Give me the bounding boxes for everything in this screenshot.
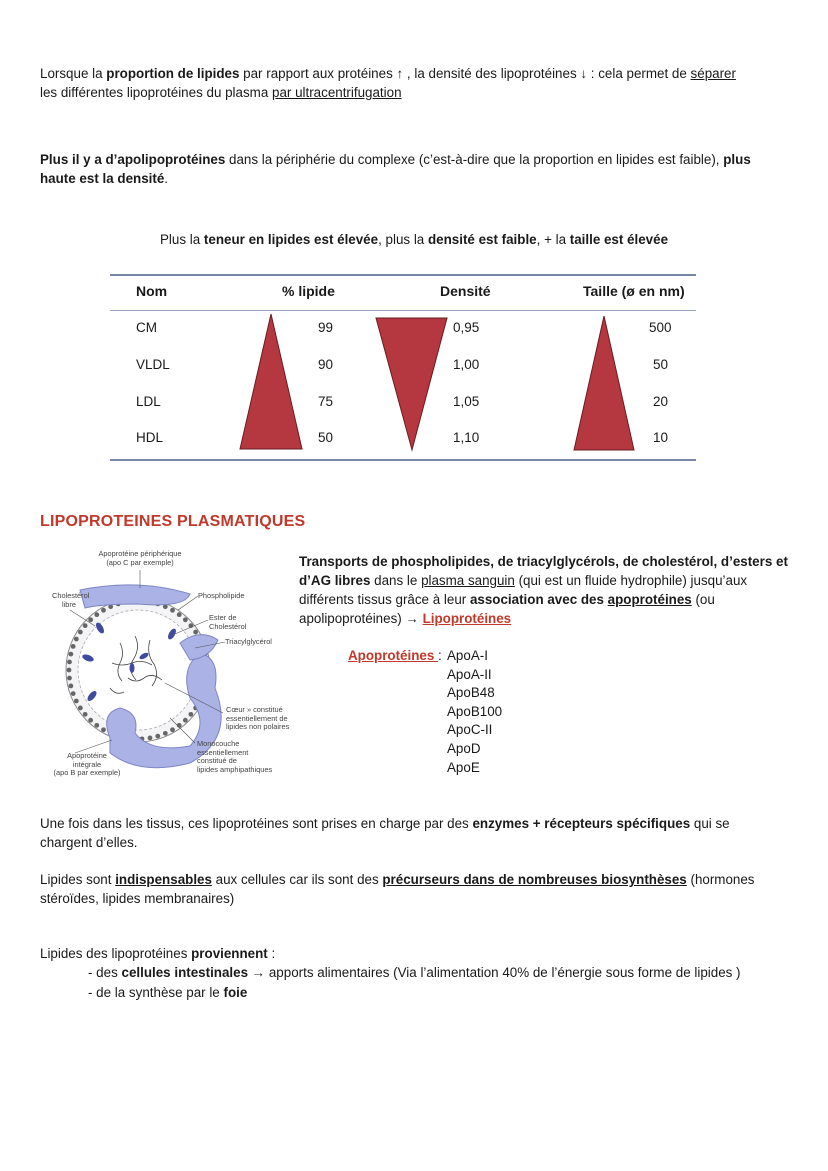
label-cholesterol-libre: Cholestérol libre (52, 591, 90, 609)
phospholipid-head (71, 691, 76, 696)
bold-text: teneur en lipides est élevée (203, 232, 379, 247)
label-phospholipide: Phospholipide (198, 591, 245, 600)
text: (hormones (686, 872, 755, 887)
intro-paragraph (40, 64, 800, 102)
bold-text: enzymes + récepteurs spécifiques (472, 816, 691, 831)
text: : (438, 648, 442, 663)
lipides-paragraph (40, 870, 800, 908)
text: dans le (370, 573, 422, 588)
cell-taille: 10 (653, 430, 669, 445)
cell-densite: 1,05 (453, 394, 480, 409)
text: , la densité des lipoprotéines (403, 66, 581, 81)
phospholipid-head (101, 727, 106, 732)
provenance-paragraph (40, 944, 800, 963)
cell-nom: LDL (136, 394, 161, 409)
cell-taille: 20 (653, 394, 669, 409)
text: qui se (690, 816, 730, 831)
cell-taille: 500 (649, 320, 672, 335)
phospholipid-head (183, 718, 188, 723)
text: - des (88, 965, 122, 980)
phospholipid-head (148, 736, 153, 741)
phospholipid-head (188, 712, 193, 717)
phospholipid-head (155, 734, 160, 739)
bold-underlined-text: précurseurs dans de nombreuses biosynthèses (382, 872, 687, 887)
phospholipid-head (94, 723, 99, 728)
phospholipid-head (67, 660, 72, 665)
text: dans la périphérie du complexe (c’est-à-dire que la proportion en lipides est faible), (225, 152, 724, 167)
label-apo-integrale: Apoprotéine intégrale (apo B par exemple) (53, 751, 121, 777)
lipoprotein-table (110, 274, 696, 462)
text: les différentes lipoprotéines du plasma (40, 85, 272, 100)
label-apo-peripherique: Apoprotéine périphérique (apo C par exemple) (98, 549, 182, 567)
phospholipid-head (67, 676, 72, 681)
text: Une fois dans les tissus, ces lipoprotéines sont prises en charge par des (40, 816, 473, 831)
text: apolipoprotéines) → (299, 611, 423, 626)
cell-densite: 1,00 (453, 357, 480, 372)
cell-nom: HDL (136, 430, 164, 445)
tissue-paragraph (40, 814, 800, 852)
text: , + la (536, 232, 570, 247)
bold-text: haute est la densité (40, 171, 165, 186)
densite-decrease-triangle (376, 318, 447, 450)
list-item: ApoB100 (447, 703, 503, 719)
bold-underlined-text: indispensables (115, 872, 212, 887)
text: par rapport aux protéines (239, 66, 397, 81)
phospholipid-head (193, 630, 198, 635)
header-lipide: % lipide (282, 283, 335, 299)
apoproteines-list (447, 646, 502, 776)
list-item: ApoC-II (447, 722, 493, 738)
apoproteines-label (348, 646, 442, 665)
apoproteines-term: Apoprotéines (348, 648, 439, 663)
phospholipid-head (74, 637, 79, 642)
trend-triangles (110, 274, 696, 462)
header-taille: Taille (ø en nm) (583, 283, 685, 299)
transport-paragraph (299, 552, 799, 628)
phospholipid-head (88, 718, 93, 723)
cell-lipide: 75 (318, 394, 334, 409)
cell-nom: VLDL (136, 357, 170, 372)
text: : cela permet de (587, 66, 691, 81)
arrow-up-icon: ↑ (396, 66, 404, 81)
phospholipid-head (88, 617, 93, 622)
bold-text: proportion de lipides (106, 66, 240, 81)
phospholipid-head (170, 608, 175, 613)
underlined-text: plasma sanguin (421, 573, 515, 588)
lipoprotein-diagram (40, 548, 290, 784)
list-item: ApoA-I (447, 648, 488, 663)
provenance-item (88, 983, 808, 1002)
cell-densite: 1,10 (453, 430, 480, 445)
phospholipid-head (68, 684, 73, 689)
bold-text: densité est faible (427, 232, 537, 247)
text: aux cellules car ils sont des (211, 872, 383, 887)
lipide-increase-triangle (240, 314, 302, 449)
underlined-text: séparer (690, 66, 736, 81)
phospholipid-head (71, 644, 76, 649)
label-coeur: Cœur » constitué essentiellement de lipides non polaires (226, 705, 290, 731)
cell-nom: CM (136, 320, 157, 335)
label-monocouche: Monocouche essentiellement constitué de lipides amphipathiques (197, 739, 273, 774)
text: stéroïdes, lipides membranaires) (40, 891, 235, 906)
text: → apports alimentaires (Via l’alimentation 40% de l’énergie sous forme de lipides ) (248, 965, 741, 980)
phospholipid-head (170, 727, 175, 732)
text: . (164, 171, 169, 186)
list-item: ApoE (447, 759, 480, 775)
underlined-text: par ultracentrifugation (272, 85, 402, 100)
text: Lipides sont (40, 872, 116, 887)
list-item: ApoB48 (447, 685, 495, 701)
bold-text: Plus il y a d’apolipoprotéines (40, 152, 226, 167)
bold-text: plus (723, 152, 751, 167)
cell-densite: 0,95 (453, 320, 480, 335)
phospholipid-head (74, 699, 79, 704)
text: Plus la (160, 232, 204, 247)
cell-taille: 50 (653, 357, 669, 372)
header-nom: Nom (136, 283, 168, 299)
bold-text: foie (223, 985, 248, 1000)
cell-lipide: 50 (318, 430, 334, 445)
text: différents tissus grâce à leur (299, 592, 470, 607)
phospholipid-head (177, 612, 182, 617)
text: : (267, 946, 276, 961)
text: Lorsque la (40, 66, 107, 81)
text: Lipides des lipoprotéines (40, 946, 192, 961)
bold-text: cellules intestinales (121, 965, 249, 980)
header-densite: Densité (440, 283, 491, 299)
bold-text: Transports de phospholipides, de triacylglycérols, de cholestérol, d’esters et (299, 554, 788, 569)
density-paragraph (40, 150, 800, 188)
phospholipid-head (67, 668, 72, 673)
phospholipid-head (68, 652, 73, 657)
table-caption (160, 230, 720, 249)
phospholipid-head (101, 608, 106, 613)
phospholipid-head (78, 706, 83, 711)
label-ester-cholesterol: Ester de Cholestérol (209, 613, 247, 631)
phospholipid-head (83, 712, 88, 717)
label-triacylglycerol: Triacylglycérol (225, 637, 272, 646)
phospholipid-head (83, 623, 88, 628)
cell-lipide: 90 (318, 357, 334, 372)
bold-underlined-text: apoprotéines (607, 592, 692, 607)
phospholipid-head (163, 731, 168, 736)
list-item: ApoA-II (447, 666, 492, 682)
phospholipid-head (94, 612, 99, 617)
phospholipid-head (78, 630, 83, 635)
text: - de la synthèse par le (88, 985, 224, 1000)
text: , plus la (378, 232, 428, 247)
bold-text: association avec des (469, 592, 608, 607)
lipoproteines-term: Lipoprotéines (422, 611, 512, 626)
phospholipid-head (183, 617, 188, 622)
cell-lipide: 99 (318, 320, 334, 335)
text: (qui est un fluide hydrophile) jusqu’aux (514, 573, 748, 588)
list-item: ApoD (447, 740, 481, 756)
bold-text: proviennent (191, 946, 268, 961)
provenance-item (88, 963, 808, 982)
bold-text: d’AG libres (299, 573, 371, 588)
section-title: LIPOPROTEINES PLASMATIQUES (40, 513, 306, 530)
bold-text: taille est élevée (569, 232, 669, 247)
arrow-down-icon: ↓ (580, 66, 588, 81)
text: chargent d’elles. (40, 835, 138, 850)
taille-increase-triangle (574, 316, 634, 450)
text: (ou (691, 592, 715, 607)
